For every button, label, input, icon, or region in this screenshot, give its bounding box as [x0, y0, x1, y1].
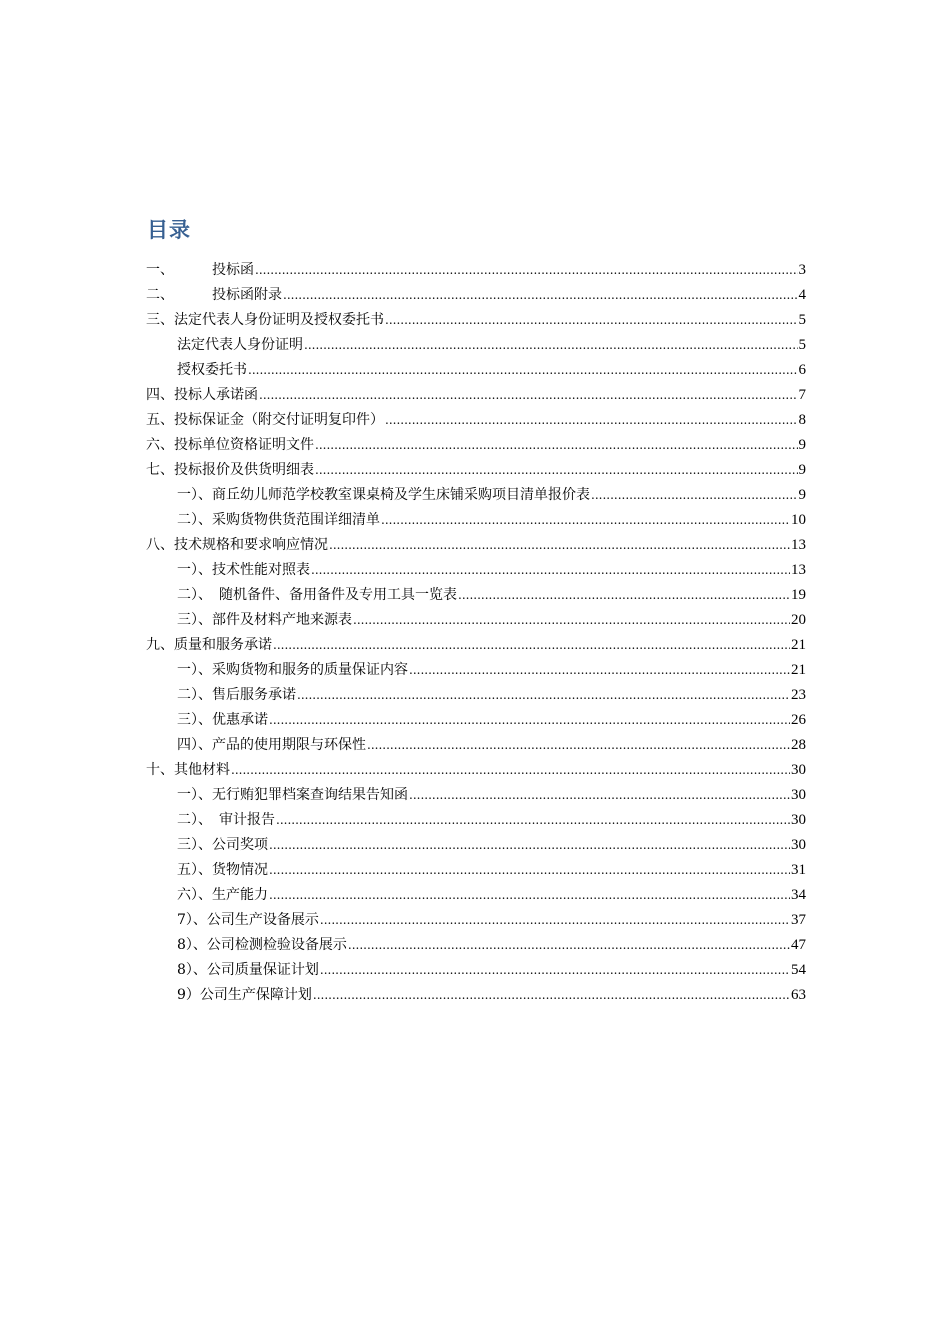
toc-entry-9-3[interactable] — [146, 708, 806, 733]
toc-entry-label: 三）、部件及材料产地来源表 — [177, 612, 352, 628]
toc-entry-label: 法定代表人身份证明 — [177, 337, 303, 353]
toc-entry-label: 一）、无行贿犯罪档案查询结果告知函 — [177, 787, 408, 803]
toc-page-number: 7 — [798, 387, 806, 403]
toc-dot-leader — [385, 408, 798, 433]
toc-entry-9-2[interactable] — [146, 683, 806, 708]
toc-entry-6[interactable] — [146, 433, 806, 458]
toc-entry-label: 六、投标单位资格证明文件 — [146, 437, 314, 453]
toc-entry-10-8b[interactable] — [146, 958, 806, 983]
toc-page-number: 10 — [791, 512, 806, 528]
toc-entry-4[interactable] — [146, 383, 806, 408]
toc-entry-10-8a[interactable] — [146, 933, 806, 958]
toc-entry-10-1[interactable] — [146, 783, 806, 808]
toc-entry-number: 一、 — [146, 262, 174, 278]
toc-entry-label: 八、技术规格和要求响应情况 — [146, 537, 328, 553]
toc-entry-number: 二、 — [146, 287, 174, 303]
toc-entry-7[interactable] — [146, 458, 806, 483]
toc-page-number: 3 — [798, 262, 806, 278]
toc-page-number: 63 — [791, 987, 806, 1003]
toc-page-number: 13 — [791, 562, 806, 578]
toc-entry-label: 投标函 — [212, 262, 254, 278]
toc-entry-3-1[interactable] — [146, 333, 806, 358]
toc-entry-label: 8）、公司检测检验设备展示 — [177, 937, 347, 953]
toc-dot-leader — [409, 658, 790, 683]
toc-dot-leader — [273, 633, 790, 658]
toc-entry-9-4[interactable] — [146, 733, 806, 758]
toc-page-number: 23 — [791, 687, 806, 703]
toc-entry-label: 五、投标保证金（附交付证明复印件） — [146, 412, 384, 428]
toc-dot-leader — [348, 933, 790, 958]
toc-entry-3-2[interactable] — [146, 358, 806, 383]
toc-dot-leader — [231, 758, 790, 783]
toc-entry-label: 二）、售后服务承诺 — [177, 687, 296, 703]
toc-dot-leader — [269, 833, 790, 858]
toc-dot-leader — [320, 908, 790, 933]
toc-dot-leader — [259, 383, 798, 408]
toc-dot-leader — [381, 508, 790, 533]
toc-entry-label: 一）、技术性能对照表 — [177, 562, 310, 578]
toc-dot-leader — [276, 808, 790, 833]
toc-entry-label: 四）、产品的使用期限与环保性 — [177, 737, 366, 753]
toc-dot-leader — [458, 583, 790, 608]
toc-entry-10-5[interactable] — [146, 858, 806, 883]
toc-entry-label: 7）、公司生产设备展示 — [177, 912, 319, 928]
toc-entry-3[interactable] — [146, 308, 806, 333]
toc-page-number: 4 — [798, 287, 806, 303]
toc-entry-label: 一）、商丘幼儿师范学校教室课桌椅及学生床铺采购项目清单报价表 — [177, 487, 590, 503]
toc-dot-leader — [269, 883, 790, 908]
toc-entry-9-1[interactable] — [146, 658, 806, 683]
toc-entry-label: 十、其他材料 — [146, 762, 230, 778]
toc-entry-1[interactable] — [146, 258, 806, 283]
toc-page-number: 30 — [791, 787, 806, 803]
toc-dot-leader — [591, 483, 798, 508]
toc-entry-7-1[interactable] — [146, 483, 806, 508]
toc-entry-10-2[interactable] — [146, 808, 806, 833]
toc-entry-label: 五）、货物情况 — [177, 862, 268, 878]
toc-dot-leader — [311, 558, 790, 583]
toc-page-number: 6 — [798, 362, 806, 378]
toc-entry-label: 授权委托书 — [177, 362, 247, 378]
toc-page-number: 30 — [791, 762, 806, 778]
toc-page-number: 5 — [798, 312, 806, 328]
toc-entry-label: 一）、采购货物和服务的质量保证内容 — [177, 662, 408, 678]
toc-entry-label: 投标函附录 — [212, 287, 282, 303]
toc-page-number: 20 — [791, 612, 806, 628]
toc-page-number: 5 — [798, 337, 806, 353]
toc-page-number: 31 — [791, 862, 806, 878]
toc-page-number: 8 — [798, 412, 806, 428]
toc-page-number: 9 — [798, 462, 806, 478]
toc-entry-7-2[interactable] — [146, 508, 806, 533]
toc-page-number: 9 — [798, 487, 806, 503]
toc-page-number: 26 — [791, 712, 806, 728]
toc-entry-10-3[interactable] — [146, 833, 806, 858]
toc-entry-label: 七、投标报价及供货明细表 — [146, 462, 314, 478]
toc-dot-leader — [329, 533, 790, 558]
toc-dot-leader — [304, 333, 798, 358]
toc-entry-10[interactable] — [146, 758, 806, 783]
toc-entry-label: 二）、 随机备件、备用备件及专用工具一览表 — [177, 587, 457, 603]
toc-entry-2[interactable] — [146, 283, 806, 308]
toc-page-number: 9 — [798, 437, 806, 453]
toc-dot-leader — [297, 683, 790, 708]
toc-page-number: 30 — [791, 837, 806, 853]
toc-dot-leader — [320, 958, 790, 983]
toc-page-number: 21 — [791, 637, 806, 653]
toc-dot-leader — [367, 733, 790, 758]
toc-page-number: 34 — [791, 887, 806, 903]
toc-page-number: 54 — [791, 962, 806, 978]
toc-dot-leader — [315, 433, 798, 458]
toc-entry-label: 三）、优惠承诺 — [177, 712, 268, 728]
toc-page-number: 19 — [791, 587, 806, 603]
toc-entry-label: 三）、公司奖项 — [177, 837, 268, 853]
toc-dot-leader — [269, 708, 790, 733]
toc-entry-8[interactable] — [146, 533, 806, 558]
toc-page-number: 21 — [791, 662, 806, 678]
toc-entry-label: 九、质量和服务承诺 — [146, 637, 272, 653]
toc-entry-10-6[interactable] — [146, 883, 806, 908]
toc-entry-5[interactable] — [146, 408, 806, 433]
toc-entry-8-2[interactable] — [146, 583, 806, 608]
toc-dot-leader — [385, 308, 798, 333]
toc-entry-9[interactable] — [146, 633, 806, 658]
toc-dot-leader — [269, 858, 790, 883]
toc-page-number: 37 — [791, 912, 806, 928]
toc-entry-label: 9）公司生产保障计划 — [177, 987, 312, 1003]
toc-dot-leader — [313, 983, 790, 1008]
toc-page-number: 28 — [791, 737, 806, 753]
toc-page-number: 47 — [791, 937, 806, 953]
toc-dot-leader — [315, 458, 798, 483]
toc-entry-8-1[interactable] — [146, 558, 806, 583]
toc-entry-8-3[interactable] — [146, 608, 806, 633]
toc-page-number: 13 — [791, 537, 806, 553]
toc-entry-10-7[interactable] — [146, 908, 806, 933]
toc-entry-label: 三、法定代表人身份证明及授权委托书 — [146, 312, 384, 328]
toc-entry-label: 二）、 审计报告 — [177, 812, 275, 828]
toc-list — [146, 258, 806, 1008]
toc-entry-label: 二）、采购货物供货范围详细清单 — [177, 512, 380, 528]
toc-page-number: 30 — [791, 812, 806, 828]
toc-title: 目录 — [147, 218, 191, 242]
toc-entry-label: 8）、公司质量保证计划 — [177, 962, 319, 978]
toc-entry-label: 六）、生产能力 — [177, 887, 268, 903]
toc-dot-leader — [255, 258, 798, 283]
toc-entry-10-9[interactable] — [146, 983, 806, 1008]
toc-dot-leader — [353, 608, 790, 633]
toc-dot-leader — [248, 358, 798, 383]
toc-dot-leader — [283, 283, 798, 308]
toc-dot-leader — [409, 783, 790, 808]
toc-entry-label: 四、投标人承诺函 — [146, 387, 258, 403]
